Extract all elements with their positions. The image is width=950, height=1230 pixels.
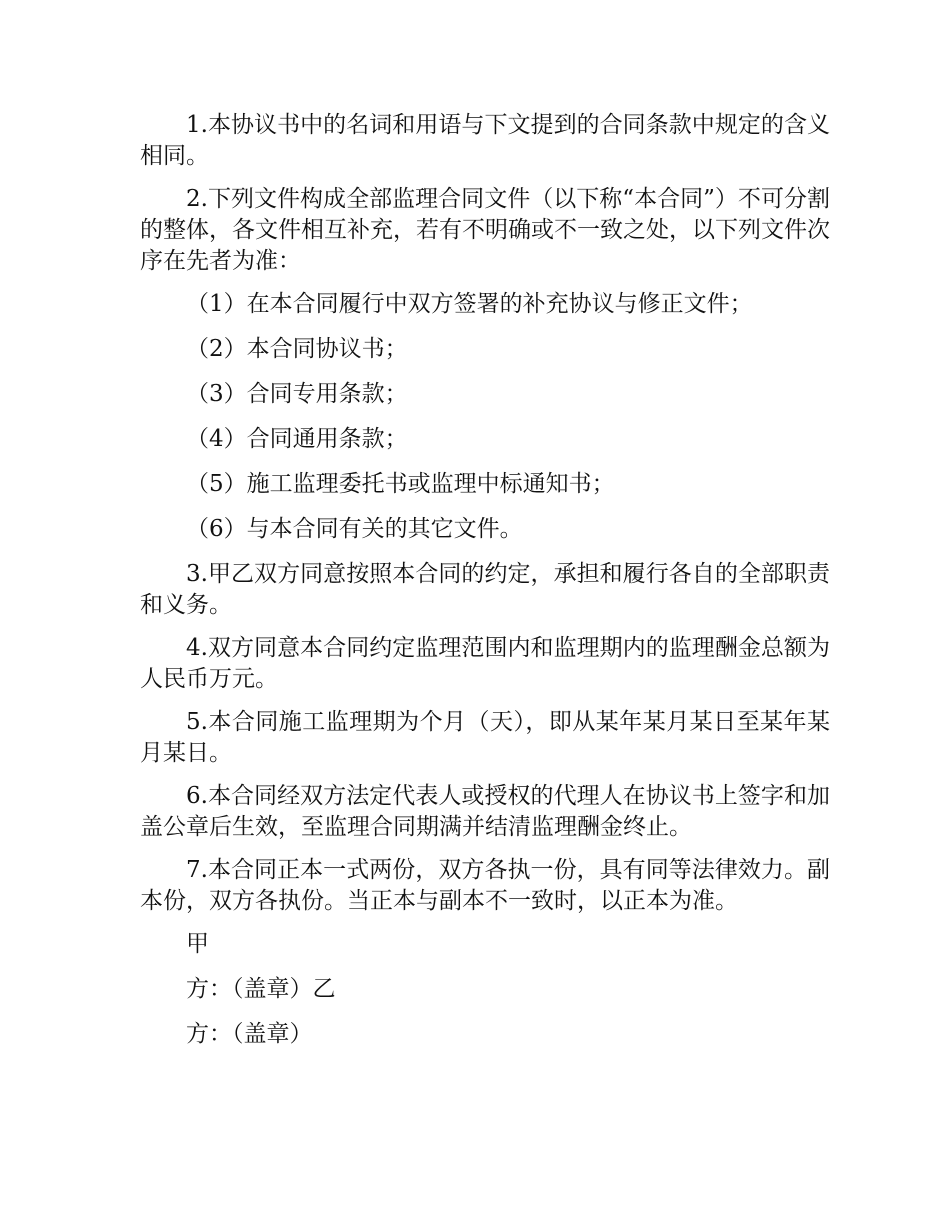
list-item: （5）施工监理委托书或监理中标通知书； xyxy=(186,471,615,497)
clause-6: 6.本合同经双方法定代表人或授权的代理人在协议书上签字和加盖公章后生效，至监理合同期满并结清监理酬金终止。 xyxy=(140,783,830,840)
clause-4: 4.双方同意本合同约定监理范围内和监理期内的监理酬金总额为人民币万元。 xyxy=(140,635,830,692)
signature-line-seal-a: 方：（盖章）乙 xyxy=(186,976,336,1002)
clause-7: 7.本合同正本一式两份，双方各执一份，具有同等法律效力。副本份，双方各执份。当正本与副本不一致时，以正本为准。 xyxy=(140,857,830,914)
clause-2: 2.下列文件构成全部监理合同文件（以下称“本合同”）不可分割的整体，各文件相互补充，若有不明确或不一致之处，以下列文件次序在先者为准： xyxy=(140,186,830,274)
document-body xyxy=(140,110,830,1064)
list-item: （2）本合同协议书； xyxy=(186,336,408,362)
list-item: （4）合同通用条款； xyxy=(186,426,408,452)
clause-5: 5.本合同施工监理期为个月（天），即从某年某月某日至某年某月某日。 xyxy=(140,709,830,766)
signature-line-party-a: 甲 xyxy=(186,931,209,957)
clause-1: 1.本协议书中的名词和用语与下文提到的合同条款中规定的含义相同。 xyxy=(140,112,830,169)
list-item: （6）与本合同有关的其它文件。 xyxy=(186,516,523,542)
list-item: （3）合同专用条款； xyxy=(186,381,408,407)
list-item: （1）在本合同履行中双方签署的补充协议与修正文件； xyxy=(186,291,753,317)
signature-line-seal-b: 方：（盖章） xyxy=(186,1021,313,1047)
clause-3: 3.甲乙双方同意按照本合同的约定，承担和履行各自的全部职责和义务。 xyxy=(140,561,830,618)
